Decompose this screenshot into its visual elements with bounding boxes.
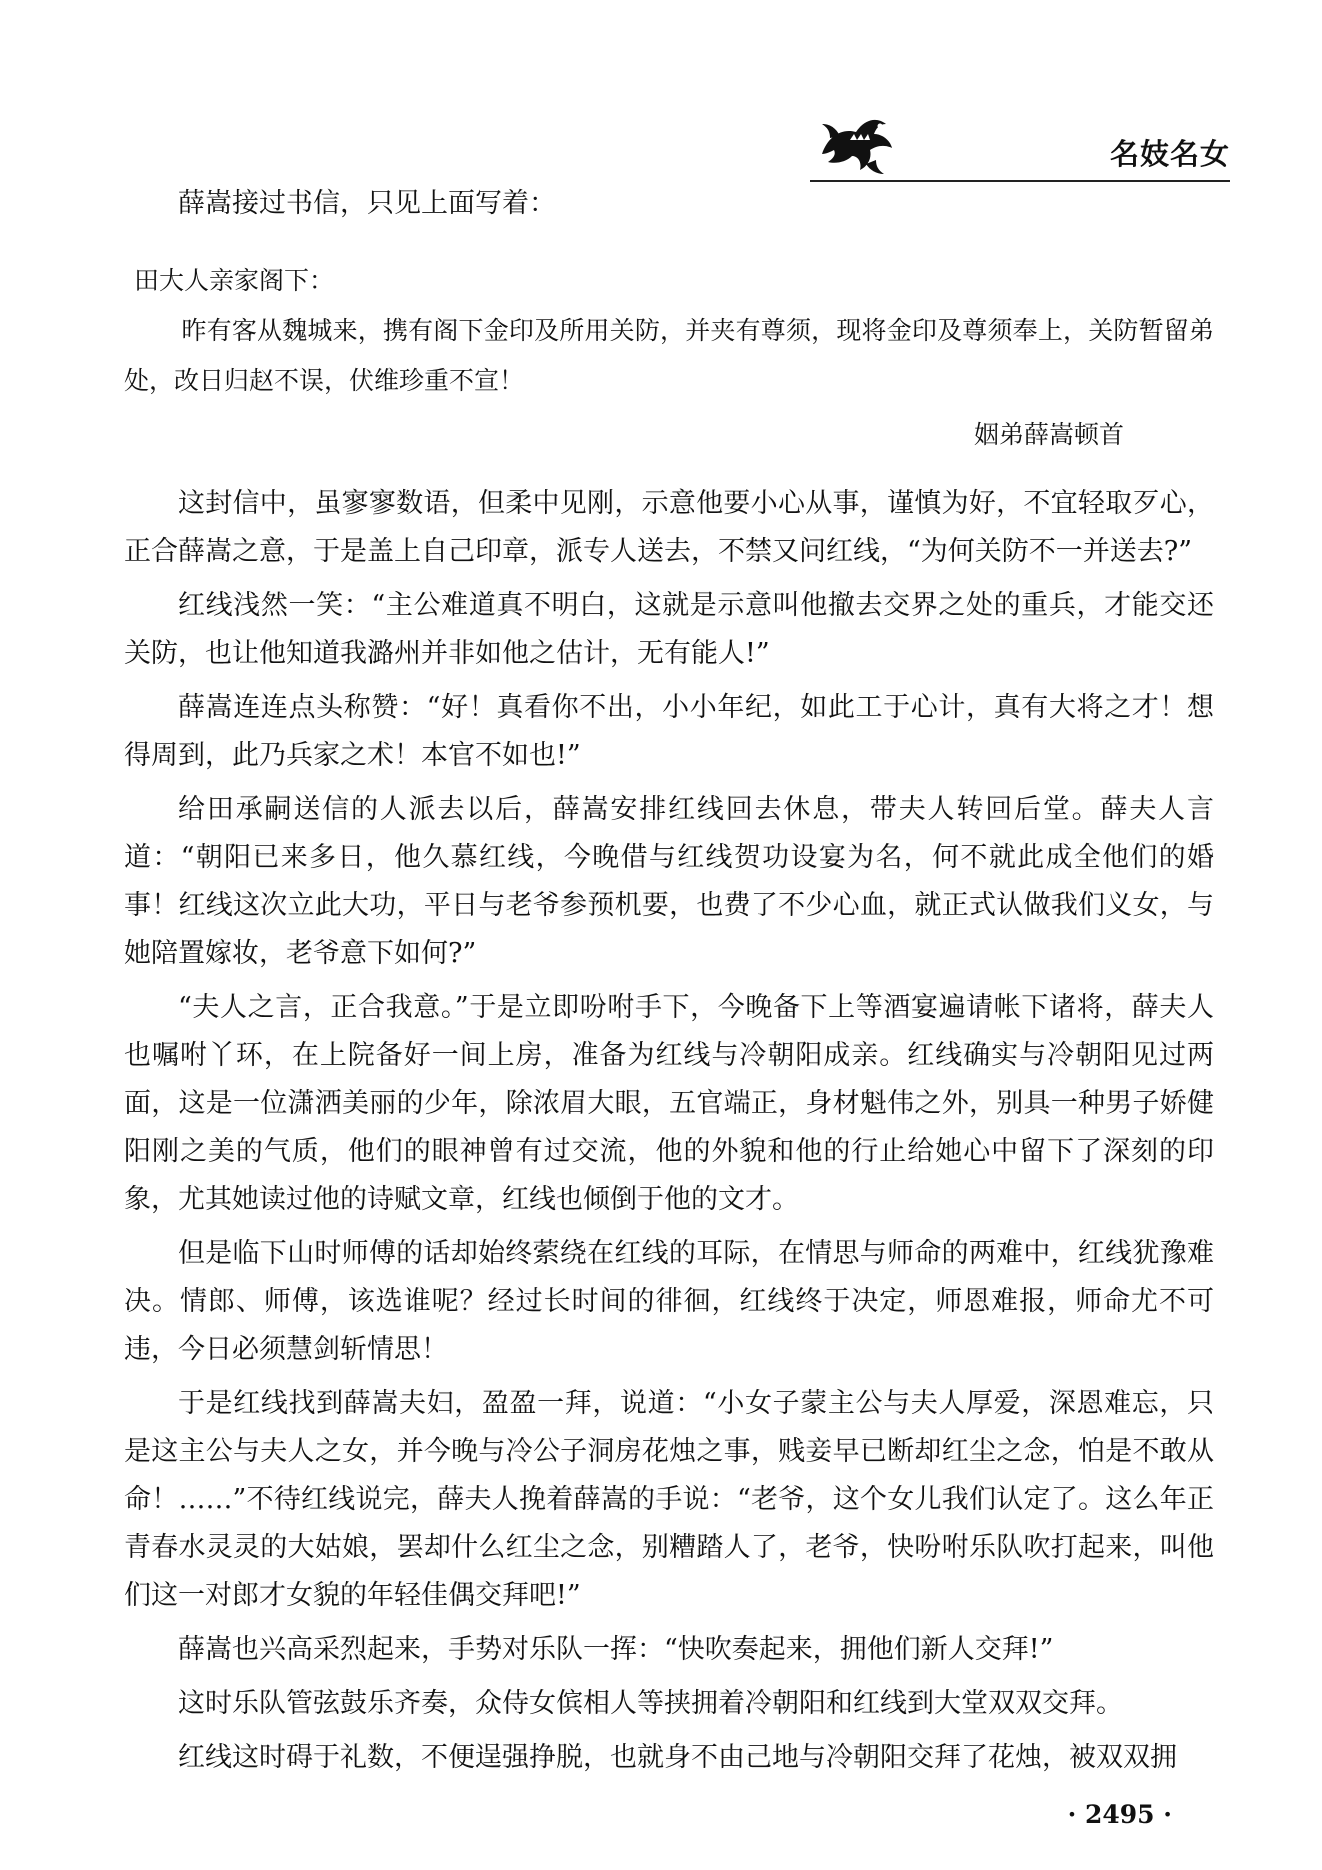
paragraph: 给田承嗣送信的人派去以后，薛嵩安排红线回去休息，带夫人转回后堂。薛夫人言道：“朝阳已来多日，他久慕红线，今晚借与红线贺功设宴为名，何不就此成全他们的婚事！红线这次立此大功，平日与老爷参预机要，也费了不少心血，就正式认做我们义女，与她陪置嫁妆，老爷意下如何?”	[124, 794, 1214, 969]
letter-salutation: 田大人亲家阁下：	[134, 266, 335, 295]
section-title: 名妓名女	[1109, 137, 1230, 171]
paragraph: 这时乐队管弦鼓乐齐奏，众侍女傧相人等挟拥着冷朝阳和红线到大堂双双交拜。	[178, 1688, 1123, 1719]
paragraph: 红线这时碍于礼数，不便逞强挣脱，也就身不由己地与冷朝阳交拜了花烛，被双双拥	[178, 1742, 1177, 1773]
paragraph: 于是红线找到薛嵩夫妇，盈盈一拜，说道：“小女子蒙主公与夫人厚爱，深恩难忘，只是这主公与夫人之女，并今晚与冷公子洞房花烛之事，贱妾早已断却红尘之念，怕是不敢从命！……”不待红线说完，薛夫人挽着薛嵩的手说：“老爷，这个女儿我们认定了。这么年正青春水灵灵的大姑娘，罢却什么红尘之念，别糟踏人了，老爷，快吩咐乐队吹打起来，叫他们这一对郎才女貌的年轻佳偶交拜吧!”	[124, 1388, 1214, 1611]
dragon-icon	[810, 106, 900, 178]
page-header	[810, 106, 1230, 186]
paragraph: 但是临下山时师傅的话却始终萦绕在红线的耳际，在情思与师命的两难中，红线犹豫难决。情郎、师傅，该选谁呢？经过长时间的徘徊，红线终于决定，师恩难报，师命尤不可违，今日必须慧剑斩情思！	[124, 1238, 1214, 1365]
paragraph: 这封信中，虽寥寥数语，但柔中见刚，示意他要小心从事，谨慎为好，不宜轻取歹心，正合薛嵩之意，于是盖上自己印章，派专人送去，不禁又问红线，“为何关防不一并送去?”	[124, 488, 1214, 567]
paragraph: 薛嵩也兴高采烈起来，手势对乐队一挥：“快吹奏起来，拥他们新人交拜!”	[178, 1634, 1054, 1665]
intro-paragraph: 薛嵩接过书信，只见上面写着：	[178, 188, 556, 219]
paragraph: “夫人之言，正合我意。”于是立即吩咐手下，今晚备下上等酒宴遍请帐下诸将，薛夫人也嘱咐丫环，在上院备好一间上房，准备为红线与冷朝阳成亲。红线确实与冷朝阳见过两面，这是一位潇洒美丽的少年，除浓眉大眼，五官端正，身材魁伟之外，别具一种男子娇健阳刚之美的气质，他们的眼神曾有过交流，他的外貌和他的行止给她心中留下了深刻的印象，尤其她读过他的诗赋文章，红线也倾倒于他的文才。	[124, 992, 1214, 1215]
letter-body: 昨有客从魏城来，携有阁下金印及所用关防，并夹有尊须，现将金印及尊须奉上，关防暂留弟处，改日归赵不误，伏维珍重不宣！	[124, 316, 1214, 395]
paragraph: 红线浅然一笑：“主公难道真不明白，这就是示意叫他撤去交界之处的重兵，才能交还关防，也让他知道我潞州并非如他之估计，无有能人!”	[124, 590, 1214, 669]
page-number: · 2495 ·	[1067, 1800, 1172, 1829]
paragraph: 薛嵩连连点头称赞：“好！真看你不出，小小年纪，如此工于心计，真有大将之才！想得周到，此乃兵家之术！本官不如也!”	[124, 692, 1214, 771]
letter-signature: 姻弟薛嵩顿首	[973, 420, 1124, 449]
page-body	[124, 180, 1214, 1788]
letter-block	[124, 256, 1214, 460]
